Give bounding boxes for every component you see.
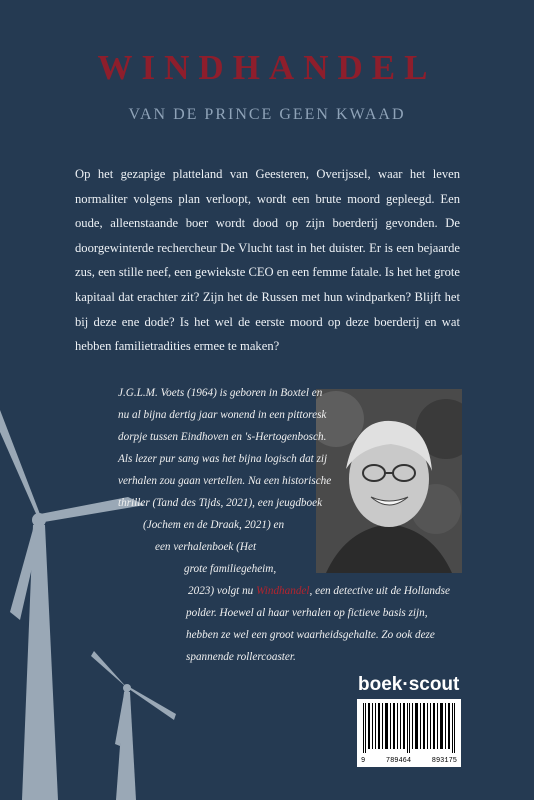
bio-line: grote familiegeheim,	[184, 563, 277, 575]
publisher-dot: ·	[402, 674, 409, 695]
bio-line: (Jochem en de Draak, 2021) en	[143, 519, 285, 531]
book-title: WINDHANDEL	[97, 48, 437, 87]
bio-text: , een detective uit de Hollandse	[309, 585, 450, 597]
isbn-part-2: 789464	[385, 757, 412, 765]
publisher-name-part1: boek	[358, 674, 403, 695]
bio-line: Als lezer pur sang was het bijna logisch dat zij	[118, 453, 328, 465]
bio-text: 2023) volgt nu	[188, 585, 254, 597]
bio-line: J.G.L.M. Voets (1964) is geboren in Boxtel en	[118, 387, 323, 399]
bio-line	[188, 580, 450, 602]
bio-line: polder. Hoewel al haar verhalen op fictieve basis zijn,	[186, 607, 428, 619]
isbn-number	[361, 757, 457, 765]
isbn-part-1: 9	[361, 757, 366, 765]
bio-line: een verhalenboek (Het	[155, 541, 257, 553]
isbn-barcode	[357, 699, 461, 767]
bio-line: thriller (Tand des Tijds, 2021), een jeugdboek	[118, 497, 323, 509]
blurb-text: Op het gezapige platteland van Geesteren, Overijssel, waar het leven normaliter volgens plan verloopt, wordt een brute moord gepleegd. Een oude, alleenstaande boer wordt dood op zijn boerderij gevonden. De doorgewinterde rechercheur De Vlucht tast in het duister. Er is een bejaarde zus, een stille neef, een gewiekste CEO en een femme fatale. Is het het grote kapitaal dat erachter zit? Zijn het de Russen met hun windparken? Blijft het bij deze ene dode? Is het wel de eerste moord op deze boerderij en wat hebben familietradities ermee te maken?	[75, 167, 460, 354]
barcode-bars	[357, 699, 461, 755]
bio-line: verhalen zou gaan vertellen. Na een historische	[118, 475, 332, 487]
title-highlight: Windhandel	[256, 585, 310, 597]
bio-line: nu al bijna dertig jaar wonend in een pittoresk	[118, 409, 327, 421]
author-bio	[0, 382, 534, 662]
book-subtitle: VAN DE PRINCE GEEN KWAAD	[128, 106, 406, 123]
publisher-logo	[358, 674, 459, 696]
bio-line: hebben ze wel een groot waarheidsgehalte. Zo ook deze	[186, 629, 435, 641]
publisher-name-part2: scout	[408, 674, 460, 695]
isbn-part-3: 893175	[431, 757, 457, 765]
bio-line: dorpje tussen Eindhoven en 's-Hertogenbosch.	[118, 431, 327, 443]
bio-line: spannende rollercoaster.	[186, 651, 296, 663]
windmill-small-blade-2	[126, 685, 176, 720]
